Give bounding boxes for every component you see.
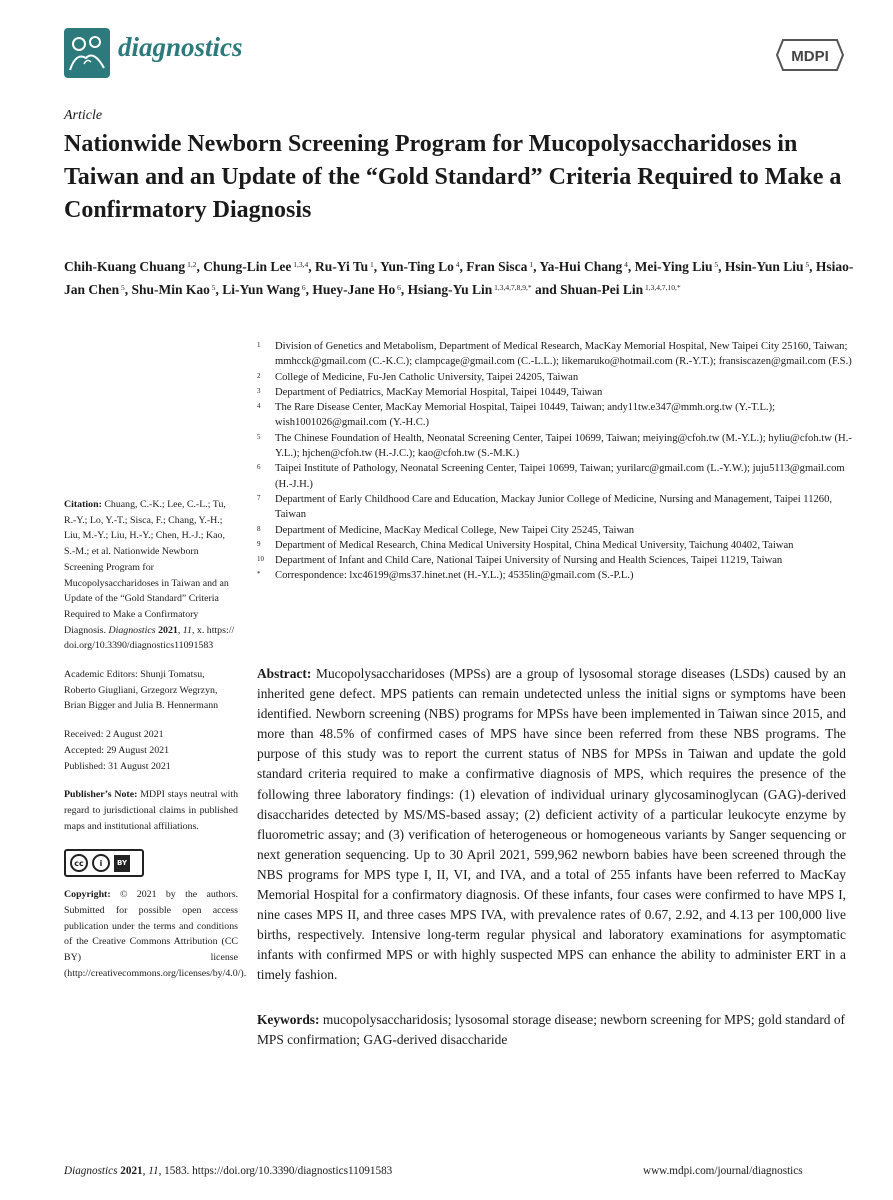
affiliation-number: 1	[257, 341, 261, 349]
affiliation-item	[257, 538, 857, 553]
author-affiliation-marker: 5	[803, 260, 810, 269]
mdpi-logo	[775, 38, 845, 72]
affiliation-number: 5	[257, 432, 261, 441]
affiliation-number: *	[257, 570, 261, 579]
author-affiliation-marker: 5	[119, 282, 125, 292]
author-affiliation-marker: 4	[622, 260, 628, 269]
person-icon: i	[92, 854, 110, 872]
affiliation-item	[257, 568, 857, 583]
affiliation-number: 9	[257, 539, 261, 548]
affiliation-item	[257, 553, 857, 568]
author	[222, 282, 305, 297]
footer-citation: Diagnostics 2021, 11, 1583. https://doi.org/10.3390/diagnostics11091583	[64, 1165, 393, 1177]
affiliation-number: 4	[257, 402, 261, 411]
author	[539, 259, 628, 274]
diagnostics-journal-logo-icon	[64, 28, 110, 78]
footer-doi[interactable]: , 1583. https://doi.org/10.3390/diagnostics11091583	[158, 1165, 393, 1177]
affiliation-text: Department of Pediatrics, MacKay Memorial Hospital, Taipei 10449, Taiwan	[275, 386, 603, 398]
sidebar	[64, 497, 247, 982]
author-affiliation-marker: 1,2	[185, 260, 197, 269]
publisher-note	[64, 787, 238, 834]
affiliation-number: 8	[257, 524, 261, 533]
affiliation-text: Department of Medicine, MacKay Medical College, New Taipei City 25245, Taiwan	[275, 524, 635, 536]
author-affiliation-marker: 1,3,4,7,8,9,*	[492, 282, 532, 292]
author-affiliation-marker: 5	[712, 260, 719, 269]
footer-year: 2021	[120, 1165, 143, 1177]
affiliation-number: 7	[257, 493, 261, 502]
affiliation-item	[257, 385, 857, 400]
affiliation-number: 6	[257, 463, 261, 472]
citation-year: 2021	[158, 624, 178, 636]
affiliation-item	[257, 523, 857, 538]
affiliation-item	[257, 339, 857, 370]
abstract	[257, 664, 846, 986]
author-name: Chih-Kuang Chuang	[64, 259, 186, 274]
author-name: Shuan-Pei Lin	[560, 281, 644, 297]
author-name: Ru-Yi Tu	[314, 259, 369, 274]
affiliation-text: Department of Infant and Child Care, National Taipei University of Nursing and Health Sciences, Taipei 11219, Taiwan	[275, 555, 783, 567]
affiliation-number: 2	[257, 371, 261, 380]
author-name: Hsiang-Yu Lin	[407, 281, 493, 297]
cc-by-label: BY	[114, 855, 130, 873]
author-name: Mei-Ying Liu	[634, 259, 713, 274]
keywords-text: mucopolysaccharidosis; lysosomal storage disease; newborn screening for MPS; gold standard of MPS confirmation; GAG-derived disaccharide	[257, 1012, 845, 1048]
author	[203, 259, 308, 274]
affiliation-item	[257, 400, 857, 431]
author-name: Ya-Hui Chang	[539, 259, 623, 274]
footer-journal-url[interactable]: www.mdpi.com/journal/diagnostics	[643, 1165, 803, 1177]
author-name: Fran Sisca	[466, 259, 528, 274]
author-affiliation-marker: 1,3,4,7,10,*	[643, 282, 681, 292]
cc-icon: cc	[70, 854, 88, 872]
author	[380, 259, 460, 274]
author-name: Huey-Jane Ho	[312, 281, 396, 297]
author	[408, 282, 532, 297]
citation: Citation: Chuang, C.-K.; Lee, C.-L.; Tu, R.-Y.; Lo, Y.-T.; Sisca, F.; Chang, Y.-H.; Liu, M.-Y.; Liu, H.-Y.; Chen, H.-J.; Kao, S.-M.; et al. Nationwide Newborn Screening Program for Mucopolysaccharidoses in Taiwan and an Update of the “Gold Standard” Criteria Required to Make a Confirmatory Diagnosis. Diagnostics 2021, 11, x. https://doi.org/10.3390/diagnostics11091583	[64, 499, 235, 652]
citation-doi-link[interactable]: https://doi.org/10.3390/diagnostics11091583	[64, 624, 235, 652]
author-list: Chih-Kuang Chuang $^{1,2}$, Chung-Lin Lee $^{1,3,4}$, Ru-Yi Tu $^1$, Yun-Ting Lo $^4$, Fran Sisca $^1$, Ya-Hui Chang $^4$, Mei-Ying Liu $^5$, Hsin-Yun Liu $^5$, Hsiao-Jan Chen $^5$, Shu-Min Kao $^5$, Li-Yun Wang $^6$, Huey-Jane Ho $^6$, Hsiang-Yu Lin $^{1,3,4,7,8,9,*}$ and Shuan-Pei Lin $^{1,3,4,7,10,*}$	[64, 259, 854, 297]
author-name: Hsin-Yun Liu	[724, 259, 804, 274]
author	[560, 282, 680, 297]
footer-journal: Diagnostics	[64, 1165, 118, 1177]
author	[312, 282, 401, 297]
author-name: Hsiao-Jan Chen	[64, 259, 854, 297]
keywords	[257, 1010, 846, 1050]
cc-by-license-icon[interactable]	[64, 849, 144, 877]
author-affiliation-marker: 4	[453, 260, 460, 269]
journal-name: diagnostics	[118, 32, 243, 62]
copyright	[64, 887, 247, 981]
author	[466, 259, 533, 274]
author-affiliation-marker: 1	[527, 260, 534, 269]
author-affiliation-marker: 5	[209, 282, 216, 292]
author-name: Yun-Ting Lo	[380, 259, 454, 274]
affiliation-text: College of Medicine, Fu-Jen Catholic University, Taipei 24205, Taiwan	[275, 371, 579, 383]
affiliation-text: Division of Genetics and Metabolism, Department of Medical Research, MacKay Memorial Hospital, New Taipei City 25160, Taiwan; mmhcck@gmail.com (C.-K.C.); clampcage@gmail.com (C.-L.L.); likemaruko@hotmail.com (R.-Y.T.); fransiscazen@gmail.com (F.S.)	[275, 341, 852, 368]
author	[635, 259, 719, 274]
affiliation-item	[257, 492, 857, 523]
author	[725, 259, 809, 274]
affiliation-text: Department of Early Childhood Care and Education, Mackay Junior College of Medicine, Nursing and Management, Taipei 11260, Taiwan	[275, 493, 833, 521]
citation-text: Chuang, C.-K.; Lee, C.-L.; Tu, R.-Y.; Lo, Y.-T.; Sisca, F.; Chang, Y.-H.; Liu, M.-Y.; Liu, H.-Y.; Chen, H.-J.; Kao, S.-M.; et al. Nationwide Newborn Screening Program for Mucopolysaccharidoses in Taiwan and an Update of the “Gold Standard” Criteria Required to Make a Confirmatory Diagnosis.	[64, 499, 229, 636]
affiliation-text: Department of Medical Research, China Medical University Hospital, China Medical University, Taichung 40402, Taiwan	[275, 539, 794, 551]
abstract-label: Abstract:	[257, 666, 312, 681]
citation-tail: , x.	[191, 624, 205, 636]
author-affiliation-marker: 6	[299, 282, 306, 292]
accepted-date: Accepted: 29 August 2021	[64, 744, 170, 756]
affiliation-text: Correspondence: lxc46199@ms37.hinet.net (H.-Y.L.); 4535lin@gmail.com (S.-P.L.)	[275, 570, 634, 582]
author-affiliation-marker: 1	[368, 260, 374, 269]
author-name: Shu-Min Kao	[131, 281, 210, 297]
author-name: Chung-Lin Lee	[203, 259, 292, 274]
publisher-note-text: MDPI stays neutral with regard to jurisdictional claims in published maps and institutional affiliations.	[64, 789, 239, 832]
copyright-label: Copyright:	[64, 889, 111, 901]
affiliation-item	[257, 431, 857, 462]
academic-editors: Academic Editors: Shunji Tomatsu, Roberto Giugliani, Grzegorz Wegrzyn, Brian Bigger and Julia B. Hennermann	[64, 669, 219, 712]
publisher-note-label: Publisher’s Note:	[64, 789, 138, 801]
article-title: Nationwide Newborn Screening Program for Mucopolysaccharidoses in Taiwan and an Update of the “Gold Standard” Criteria Required to Make a Confirmatory Diagnosis	[64, 131, 842, 223]
author-name: Li-Yun Wang	[222, 281, 300, 297]
article-type: Article	[64, 108, 103, 123]
copyright-text: © 2021 by the authors. Submitted for possible open access publication under the terms and conditions of the Creative Commons Attribution (CC BY) license (http://creativecommons.org/licenses/by/4.0/).	[64, 889, 247, 979]
published-date: Published: 31 August 2021	[64, 760, 171, 772]
keywords-label: Keywords:	[257, 1012, 320, 1027]
author-affiliation-marker: 6	[395, 282, 401, 292]
affiliation-text: Taipei Institute of Pathology, Neonatal Screening Center, Taipei 10699, Taiwan; yurilarc@gmail.com (L.-Y.W.); juju5113@gmail.com (H.-J.H.)	[275, 463, 845, 490]
mdpi-logo-text: MDPI	[791, 48, 829, 65]
received-date: Received: 2 August 2021	[64, 729, 164, 741]
affiliation-item	[257, 370, 857, 385]
footer-volume: 11	[148, 1165, 159, 1177]
citation-label: Citation:	[64, 499, 102, 510]
abstract-text: Mucopolysaccharidoses (MPSs) are a group of lysosomal storage diseases (LSDs) caused by an inherited gene defect. MPS patients can remain undetected unless the initial signs or symptoms have been identified. Newborn screening (NBS) programs for MPSs have been implemented in Taiwan since 2015, and more than 48.5% of confirmed cases of MPS have since been referred from these NBS programs. The purpose of this study was to report the current status of NBS for MPSs in Taiwan and update the gold standard criteria required to make a confirmative diagnosis of MPS, which requires the presence of the following three laboratory findings: (1) elevation of individual urinary glycosaminoglycan (GAG)-derived disaccharides detected by MS/MS-based assay; (2) deficient activity of a particular leukocyte enzyme by fluorometric assay; and (3) verification of heterogeneous or homogeneous variants by Sanger sequencing or next generation sequencing. Up to 30 April 2021, 599,962 newborn babies have been screened through the NBS programs for MPS type I, II, VI, and IVA, and a total of 255 infants have been referred to MacKay Memorial Hospital for a confirmatory diagnosis. Of these infants, four cases were confirmed to have MPS I, nine cases MPS II, and three cases MPS IVA, with prevalence rates of 0.67, 2.92, and 4.13 per 100,000 live births, respectively. Intensive long-term regular physical and laboratory examinations for asymptomatic infants with confirmed MPS or with highly suspected MPS can enhance the ability to administer ERT in a timely fashion.	[257, 666, 846, 983]
author	[64, 259, 196, 274]
affiliation-list	[257, 339, 857, 584]
affiliation-item	[257, 461, 857, 492]
citation-journal: Diagnostics	[108, 624, 156, 636]
author-affiliation-marker: 1,3,4	[291, 260, 309, 269]
citation-volume: 11	[182, 624, 192, 636]
affiliation-text: The Rare Disease Center, MacKay Memorial Hospital, Taipei 10449, Taiwan; andy11tw.e347@mmh.org.tw (Y.-T.L.); wish1001026@gmail.com (Y.-H.C.)	[275, 402, 776, 429]
author	[315, 259, 374, 274]
affiliation-number: 10	[257, 555, 264, 564]
affiliation-text: The Chinese Foundation of Health, Neonatal Screening Center, Taipei 10699, Taiwan; meiying@cfoh.tw (M.-Y.L.); hyliu@cfoh.tw (H.-Y.L.); hjchen@cfoh.tw (H.-J.C.); kao@cfoh.tw (S.-M.K.)	[275, 432, 852, 460]
affiliation-number: 3	[257, 386, 261, 395]
author	[132, 282, 216, 297]
